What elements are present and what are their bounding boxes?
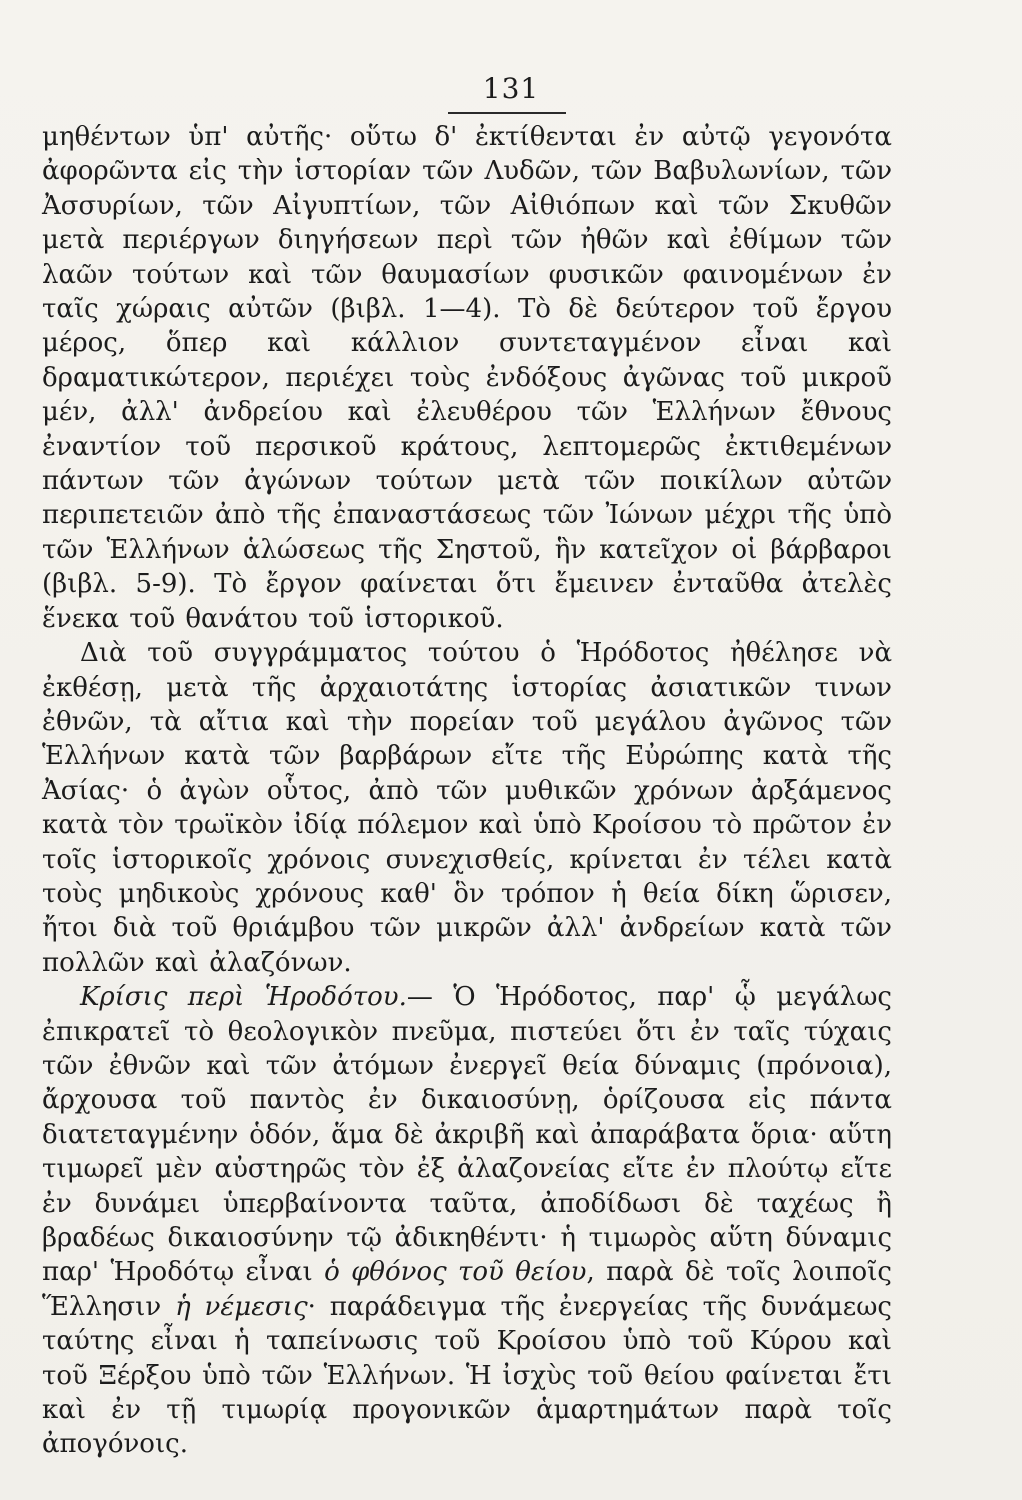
paragraph-text: · παράδειγμα τῆς ἐνεργείας τῆς δυνάμεως ταύτης εἶναι ἡ ταπείνωσις τοῦ Κροίσου ὑπὸ τοῦ Κύρου καὶ τοῦ Ξέρξου ὑπὸ τῶν Ἑλλήνων. Ἡ ἰσχὺς τοῦ θείου φαίνεται ἔτι καὶ ἐν τῇ τιμωρίᾳ προγονικῶν ἁμαρτημάτων παρὰ τοῖς ἀπογόνοις. — [42, 1291, 892, 1460]
paragraph-text: , παρὰ δὲ τοῖς λοιποῖς Ἕλλησιν — [42, 1257, 892, 1322]
paragraph: Διὰ τοῦ συγγράμματος τούτου ὁ Ἡρόδοτος ἠθέλησε νὰ ἐκθέσῃ, μετὰ τῆς ἀρχαιοτάτης ἱστορίας ἀσιατικῶν τινων ἐθνῶν, τὰ αἴτια καὶ τὴν πορείαν τοῦ μεγάλου ἀγῶνος τῶν Ἑλλήνων κατὰ τῶν βαρβάρων εἴτε τῆς Εὐρώπης κατὰ τῆς Ἀσίας· ὁ ἀγὼν οὗτος, ἀπὸ τῶν μυθικῶν χρόνων ἀρξάμενος κατὰ τὸν τρωϊκὸν ἰδίᾳ πόλεμον καὶ ὑπὸ Κροίσου τὸ πρῶτον ἐν τοῖς ἱστορικοῖς χρόνοις συνεχισθείς, κρίνεται ἐν τέλει κατὰ τοὺς μηδικοὺς χρόνους καθ' ὃν τρόπον ἡ θεία δίκη ὥρισεν, ἤτοι διὰ τοῦ θριάμβου τῶν μικρῶν ἀλλ' ἀνδρείων κατὰ τῶν πολλῶν καὶ ἀλαζόνων. — [42, 638, 892, 978]
body-text — [42, 120, 892, 1462]
emphasis: ὁ φθόνος τοῦ θείου — [324, 1257, 587, 1288]
paragraph-text: — Ὁ Ἡρόδοτος, παρ' ᾧ μεγάλως ἐπικρατεῖ τὸ θεολογικὸν πνεῦμα, πιστεύει ὅτι ἐν ταῖς τύχαις τῶν ἐθνῶν καὶ τῶν ἀτόμων ἐνεργεῖ θεία δύναμις (πρόνοια), ἄρχουσα τοῦ παντὸς ἐν δικαιοσύνῃ, ὁρίζουσα εἰς πάντα διατεταγμένην ὁδόν, ἅμα δὲ ἀκριβῆ καὶ ἀπαράβατα ὅρια· αὕτη τιμωρεῖ μὲν αὐστηρῶς τὸν ἐξ ἀλαζονείας εἴτε ἐν πλούτῳ εἴτε ἐν δυνάμει ὑπερβαίνοντα ταῦτα, ἀποδίδωσι δὲ ταχέως ἢ βραδέως δικαιοσύνην τῷ ἀδικηθέντι· ἡ τιμωρὸς αὕτη δύναμις παρ' Ἡροδότῳ εἶναι — [42, 982, 892, 1288]
paragraph — [42, 980, 892, 1462]
paragraph: μηθέντων ὑπ' αὐτῆς· οὕτω δ' ἐκτίθενται ἐν αὐτῷ γεγονότα ἀφορῶντα εἰς τὴν ἱστορίαν τῶν Λυδῶν, τῶν Βαβυλωνίων, τῶν Ἀσσυρίων, τῶν Αἰγυπτίων, τῶν Αἰθιόπων καὶ τῶν Σκυθῶν μετὰ περιέργων διηγήσεων περὶ τῶν ἠθῶν καὶ ἐθίμων τῶν λαῶν τούτων καὶ τῶν θαυμασίων φυσικῶν φαινομένων ἐν ταῖς χώραις αὐτῶν (βιβλ. 1—4). Τὸ δὲ δεύτερον τοῦ ἔργου μέρος, ὅπερ καὶ κάλλιον συντεταγμένον εἶναι καὶ δραματικώτερον, περιέχει τοὺς ἐνδόξους ἀγῶνας τοῦ μικροῦ μέν, ἀλλ' ἀνδρείου καὶ ἐλευθέρου τῶν Ἑλλήνων ἔθνους ἐναντίον τοῦ περσικοῦ κράτους, λεπτομερῶς ἐκτιθεμένων πάντων τῶν ἀγώνων τούτων μετὰ τῶν ποικίλων αὐτῶν περιπετειῶν ἀπὸ τῆς ἐπαναστάσεως τῶν Ἰώνων μέχρι τῆς ὑπὸ τῶν Ἑλλήνων ἁλώσεως τῆς Σηστοῦ, ἣν κατεῖχον οἱ βάρβαροι (βιβλ. 5-9). Τὸ ἔργον φαίνεται ὅτι ἔμεινεν ἐνταῦθα ἀτελὲς ἕνεκα τοῦ θανάτου τοῦ ἱστορικοῦ. — [42, 122, 892, 634]
header-rule — [448, 112, 566, 114]
section-heading: Κρίσις περὶ Ἡροδότου. — [80, 982, 407, 1013]
emphasis: ἡ νέμεσις — [175, 1291, 308, 1322]
page-number: 131 — [482, 72, 540, 105]
